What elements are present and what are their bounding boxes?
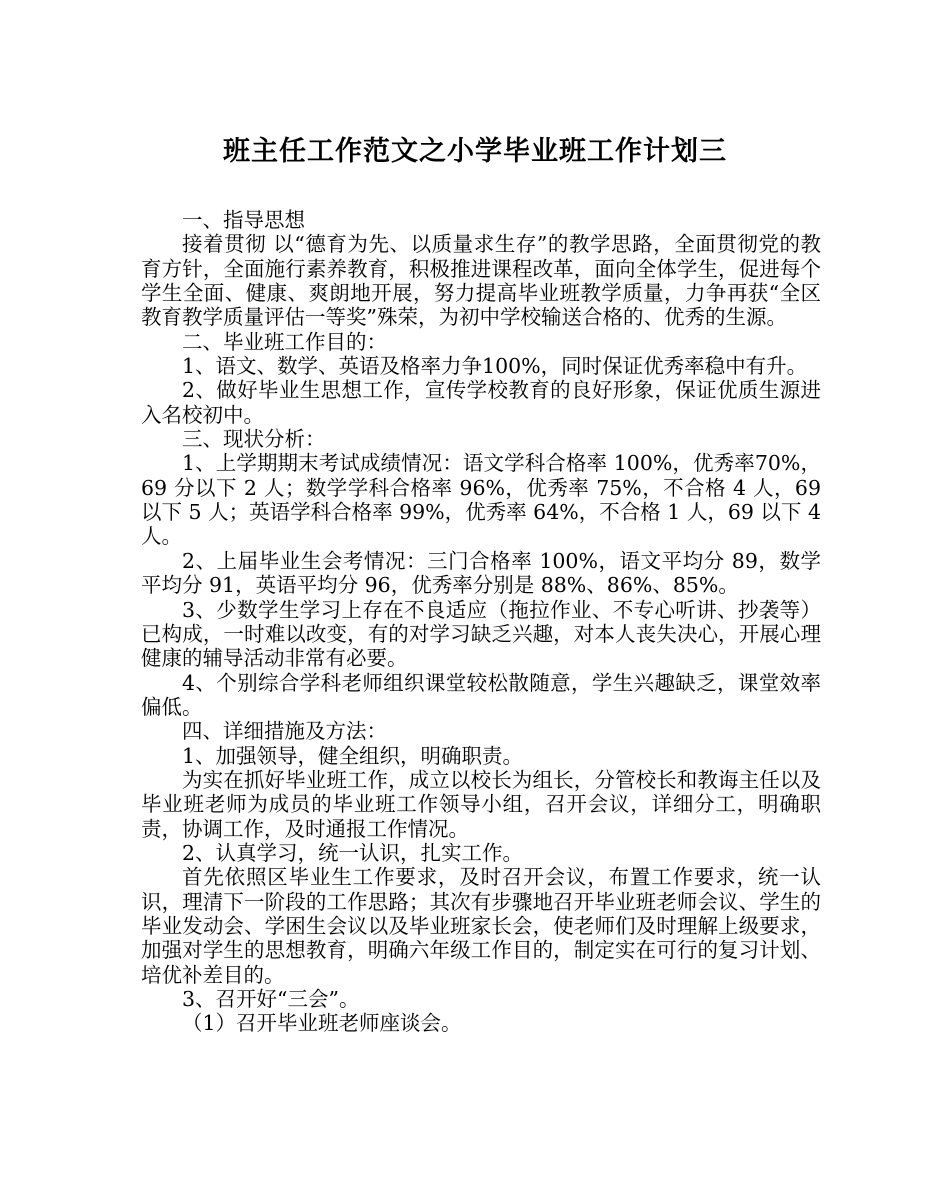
list-item: 2、认真学习，统一认识，扎实工作。 xyxy=(182,840,524,865)
document-title: 班主任工作范文之小学毕业班工作计划三 xyxy=(223,136,727,167)
list-item: 1、上学期期末考试成绩情况：语文学科合格率 100%，优秀率70%，69 分以下 2 人；数学学科合格率 96%，优秀率 75%，不合格 4 人，69 以下 5 人；英语学科合格率 99%，优秀率 64%，不合格 1 人，69 以下 4 人。 xyxy=(141,451,821,549)
list-item: 4、个别综合学科老师组织课堂较松散随意，学生兴趣缺乏，课堂效率偏低。 xyxy=(141,670,821,719)
heading-status-analysis: 三、现状分析： xyxy=(182,427,326,452)
paragraph: 首先依照区毕业生工作要求，及时召开会议，布置工作要求，统一认识，理清下一阶段的工作思路；其次有步骤地召开毕业班老师会议、学生的毕业发动会、学困生会议以及毕业班家长会，使老师们及时理解上级要求，加强对学生的思想教育，明确六年级工作目的，制定实在可行的复习计划、培优补差目的。 xyxy=(141,865,821,987)
list-item: 3、少数学生学习上存在不良适应（拖拉作业、不专心听讲、抄袭等）已构成，一时难以改变，有的对学习缺乏兴趣，对本人丧失决心，开展心理健康的辅导活动非常有必要。 xyxy=(141,597,821,671)
paragraph: 为实在抓好毕业班工作，成立以校长为组长，分管校长和教诲主任以及毕业班老师为成员的毕业班工作领导小组，召开会议，详细分工，明确职责，协调工作，及时通报工作情况。 xyxy=(141,767,821,841)
document-body xyxy=(141,208,821,1036)
list-item: （1）召开毕业班老师座谈会。 xyxy=(182,1011,462,1036)
list-item: 1、语文、数学、英语及格率力争100%，同时保证优秀率稳中有升。 xyxy=(182,354,808,379)
list-item: 3、召开好“三会”。 xyxy=(182,987,360,1011)
heading-work-goals: 二、毕业班工作目的： xyxy=(182,329,387,354)
heading-guiding-thought: 一、指导思想 xyxy=(182,208,305,232)
list-item: 2、上届毕业生会考情况：三门合格率 100%，语文平均分 89，数学平均分 91，英语平均分 96，优秀率分别是 88%、86%、85%。 xyxy=(141,548,821,598)
list-item: 2、做好毕业生思想工作，宣传学校教育的良好形象，保证优质生源进入名校初中。 xyxy=(141,378,821,427)
list-item: 1、加强领导，健全组织，明确职责。 xyxy=(182,743,524,768)
heading-measures: 四、详细措施及方法： xyxy=(182,719,387,744)
paragraph: 接着贯彻 以“德育为先、以质量求生存”的教学思路，全面贯彻党的教育方针，全面施行素养教育，积极推进课程改革，面向全体学生，促进每个学生全面、健康、爽朗地开展，努力提高毕业班教学质量，力争再获“全区教育教学质量评估一等奖”殊荣，为初中学校输送合格的、优秀的生源。 xyxy=(141,232,821,330)
